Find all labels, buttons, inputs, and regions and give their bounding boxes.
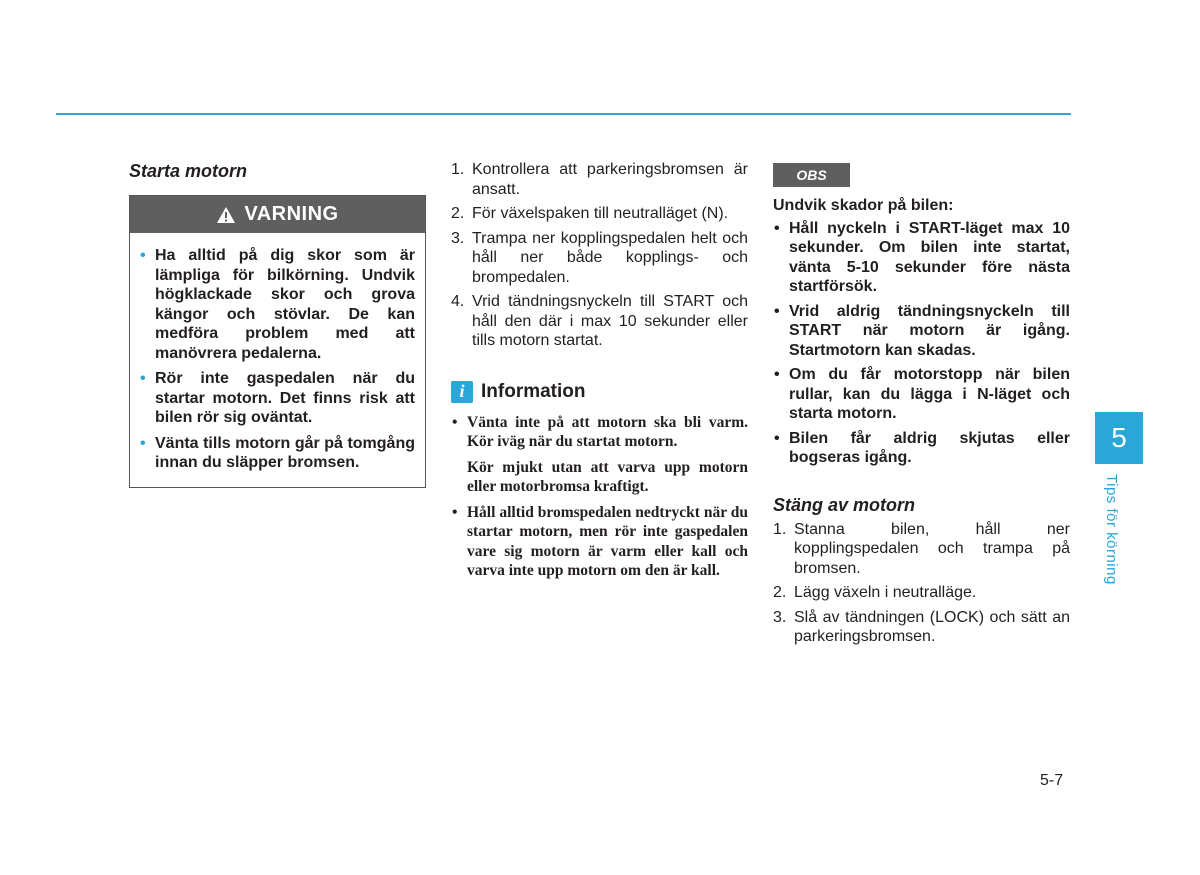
step-item: 1. Kontrollera att parkeringsbromsen är ansatt.: [451, 161, 748, 198]
bullet-icon: •: [452, 413, 458, 431]
warning-item: • Vänta tills motorn går på tomgång innan du släpper bromsen.: [140, 434, 415, 471]
warning-item: • Rör inte gaspedalen när du startar motorn. Det finns risk att bilen rör sig oväntat.: [140, 370, 415, 426]
right-column: [773, 160, 1070, 652]
warning-body: [130, 233, 425, 487]
page-number: 5-7: [1040, 772, 1064, 789]
obs-item: • Bilen får aldrig skjutas eller bogseras igång.: [774, 429, 1070, 466]
bullet-icon: •: [774, 429, 780, 447]
middle-column: [451, 160, 748, 587]
section-title-stop: Stäng av motorn: [773, 494, 916, 515]
bullet-icon: •: [140, 434, 146, 452]
bullet-icon: •: [774, 302, 780, 320]
chapter-label: Tips för körning: [1103, 474, 1120, 585]
step-item: 4. Vrid tändningsnyckeln till START och håll den där i max 10 sekunder eller tills motorn startat.: [451, 293, 748, 349]
bullet-icon: •: [774, 219, 780, 237]
info-title: Information: [481, 380, 586, 402]
info-item: • Vänta inte på att motorn ska bli varm. Kör iväg när du startat motorn.: [452, 413, 748, 450]
obs-item: • Vrid aldrig tändningsnyckeln till START när motorn är igång. Startmotorn kan skadas.: [774, 302, 1070, 359]
warning-box: [129, 195, 426, 488]
step-item: 2. För växelspaken till neutralläget (N).: [451, 205, 729, 222]
step-item: 2. Lägg växeln i neutralläge.: [773, 584, 977, 601]
step-item: 1. Stanna bilen, håll ner kopplingspedalen och trampa på bromsen.: [773, 520, 1070, 577]
bullet-icon: •: [774, 366, 780, 383]
obs-item: • Om du får motorstopp när bilen rullar, kan du lägga i N-läget och starta motorn.: [774, 366, 1070, 422]
section-title-start: Starta motorn: [129, 161, 248, 181]
step-item: 3. Trampa ner kopplingspedalen helt och håll ner både kopplings- och brompedalen.: [451, 229, 748, 286]
bullet-icon: •: [452, 503, 458, 521]
bullet-icon: •: [140, 370, 146, 387]
info-icon: i: [451, 381, 473, 403]
warning-triangle-icon: [216, 206, 236, 224]
info-subparagraph: Kör mjukt utan att varva upp motorn eller motorbromsa kraftigt.: [467, 458, 748, 495]
chapter-tab: 5: [1095, 412, 1143, 464]
obs-title: Undvik skador på bilen:: [773, 197, 954, 214]
warning-header: [130, 196, 425, 233]
obs-label: OBS: [773, 163, 850, 187]
obs-item: • Håll nyckeln i START-läget max 10 sekunder. Om bilen inte startat, vänta 5-10 sekunder före nästa startförsök.: [774, 219, 1070, 295]
info-item: • Håll alltid bromspedalen nedtryckt när du startar motorn, men rör inte gaspedalen vare sig motorn är varm eller kall och varva inte upp motorn om den är kall.: [452, 503, 748, 579]
bullet-icon: •: [140, 247, 146, 264]
header-rule: [56, 113, 1071, 115]
left-column: [129, 160, 426, 488]
warning-heading: VARNING: [244, 203, 339, 225]
warning-item: • Ha alltid på dig skor som är lämpliga för bilkörning. Undvik högklackade skor och grova kängor och stövlar. De kan medföra problem med att manövrera pedalerna.: [140, 247, 415, 362]
info-header: [451, 381, 748, 403]
step-item: 3. Slå av tändningen (LOCK) och sätt an parkeringsbromsen.: [773, 608, 1070, 645]
